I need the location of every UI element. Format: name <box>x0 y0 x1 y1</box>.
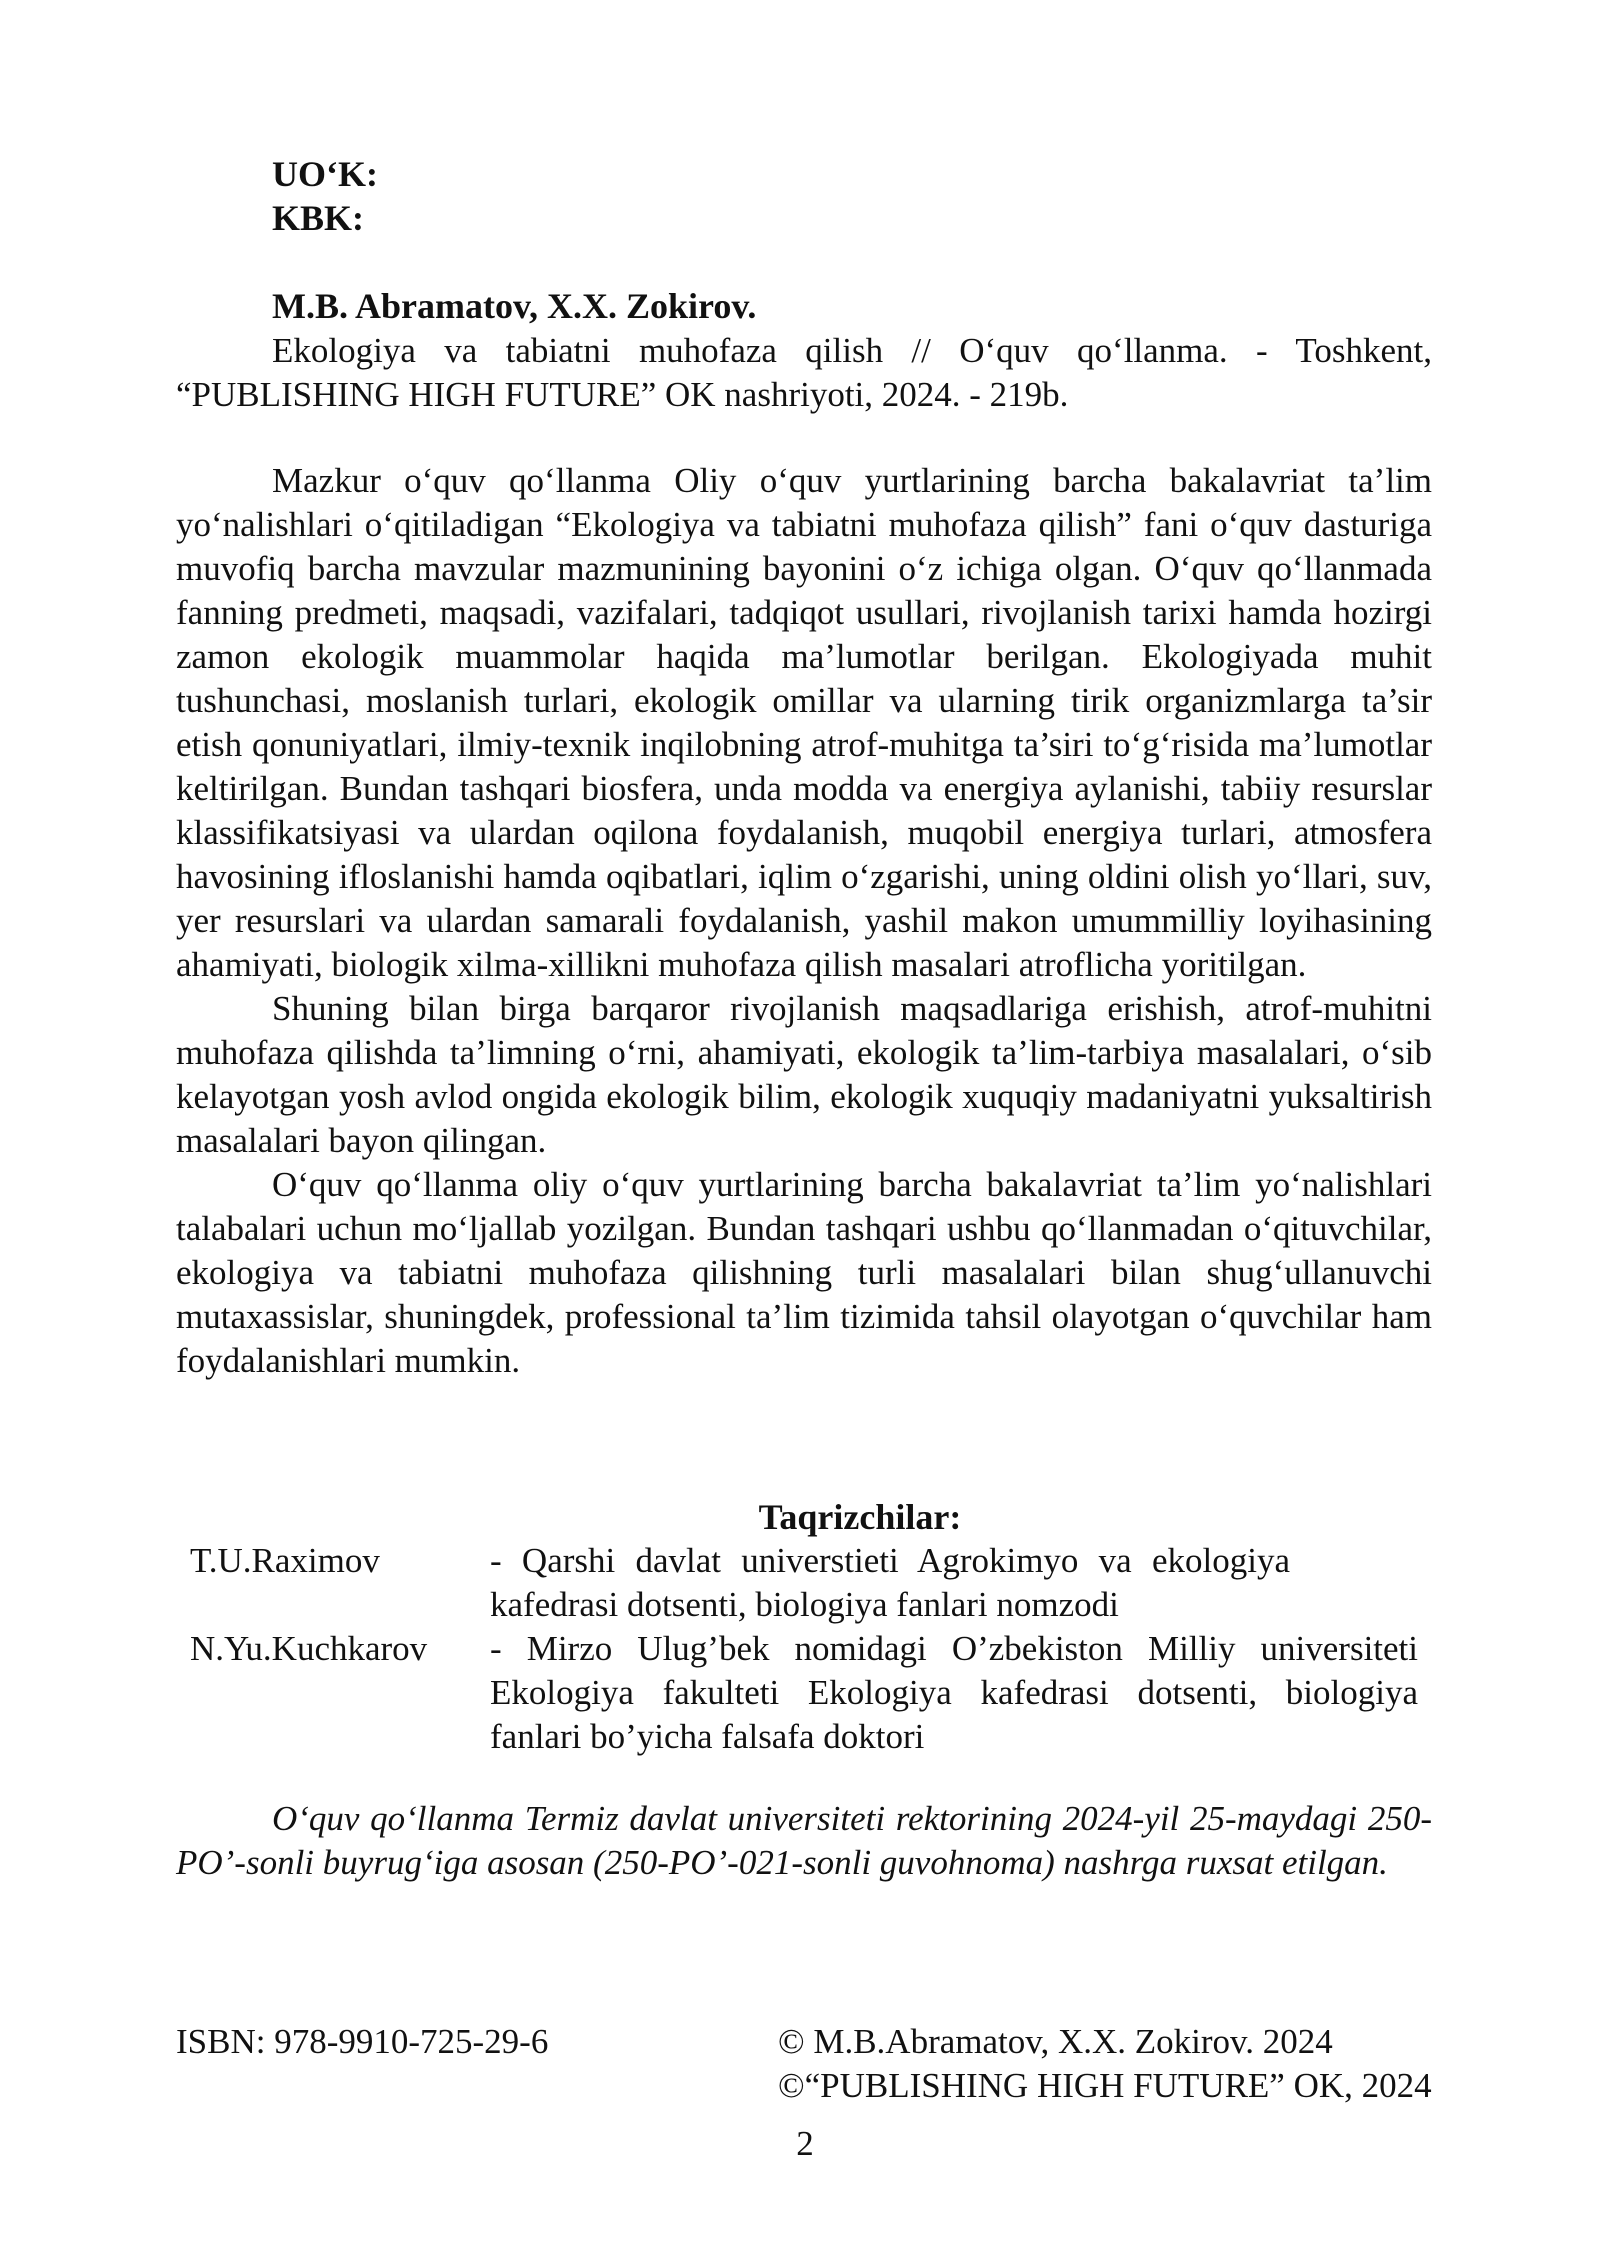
reviewer-description: - Qarshi davlat universtieti Agrokimyo va ekologiya kafedrasi dotsenti, biologiya fanlari nomzodi <box>490 1541 1290 1624</box>
isbn: ISBN: 978-9910-725-29-6 <box>176 2022 549 2061</box>
abstract-paragraph-2: Shuning bilan birga barqaror rivojlanish maqsadlariga erishish, atrof-muhitni muhofaza qilishda ta’limning o‘rni, ahamiyati, ekologik ta’lim-tarbiya masalalari, o‘sib kelayotgan yosh avlod ongida ekologik bilim, ekologik xuquqiy madaniyatni yuksaltirish masalalari bayon qilingan. <box>176 989 1432 1160</box>
reviewers-title: Taqrizchilar: <box>758 1497 962 1537</box>
abstract-paragraph-1: Mazkur o‘quv qo‘llanma Oliy o‘quv yurtlarining barcha bakalavriat ta’lim yo‘nalishlari o‘qitiladigan “Ekologiya va tabiatni muhofaza qilish” fani o‘quv dasturiga muvofiq barcha mavzular mazmunining bayonini o‘z ichiga olgan. O‘quv qo‘llanmada fanning predmeti, maqsadi, vazifalari, tadqiqot usullari, rivojlanish tarixi hamda hozirgi zamon ekologik muammolar haqida ma’lumotlar berilgan. Ekologiyada muhit tushunchasi, moslanish turlari, ekologik omillar va ularning tirik organizmlarga ta’sir etish qonuniyatlari, ilmiy-texnik inqilobning atrof-muhitga ta’siri to‘g‘risida ma’lumotlar keltirilgan. Bundan tashqari biosfera, unda modda va energiya aylanishi, tabiiy resurslar klassifikatsiyasi va ulardan oqilona foydalanish, muqobil energiya turlari, atmosfera havosining ifloslanishi hamda oqibatlari, iqlim o‘zgarishi, uning oldini olish yo‘llari, suv, yer resurslari va ulardan samarali foydalanish, yashil makon umummilliy loyihasining ahamiyati, biologik xilma-xillikni muhofaza qilish masalari atroflicha yoritilgan. <box>176 461 1432 984</box>
citation-line <box>176 329 1432 417</box>
reviewer-name: N.Yu.Kuchkarov <box>190 1629 428 1668</box>
abstract <box>176 459 1432 1383</box>
citation-text: Ekologiya va tabiatni muhofaza qilish // O‘quv qo‘llanma. - Toshkent, “PUBLISHING HIGH FUTURE” OK nashriyoti, 2024. - 219b. <box>176 331 1432 414</box>
page-number: 2 <box>796 2124 814 2163</box>
kbk-label: KBK: <box>272 198 365 238</box>
approval-note <box>176 1797 1432 1885</box>
copyright-publisher: ©“PUBLISHING HIGH FUTURE” OK, 2024 <box>778 2066 1432 2105</box>
copyright-block <box>778 2020 1478 2108</box>
reviewer-description: - Mirzo Ulug’bek nomidagi O’zbekiston Milliy universiteti Ekologiya fakulteti Ekologiya kafedrasi dotsenti, biologiya fanlari bo’yicha falsafa doktori <box>490 1629 1418 1756</box>
reviewer-name: T.U.Raximov <box>190 1541 380 1580</box>
abstract-paragraph-3: O‘quv qo‘llanma oliy o‘quv yurtlarining barcha bakalavriat ta’lim yo‘nalishlari talabalari uchun mo‘ljallab yozilgan. Bundan tashqari ushbu qo‘llanmadan o‘qituvchilar, ekologiya va tabiatni muhofaza qilishning turli masalalari bilan shug‘ullanuvchi mutaxassislar, shuningdek, professional ta’lim tizimida tahsil olayotgan o‘quvchilar ham foydalanishlari mumkin. <box>176 1165 1432 1380</box>
approval-text: O‘quv qo‘llanma Termiz davlat universiteti rektorining 2024-yil 25-maydagi 250-PO’-sonli buyrug‘iga asosan (250-PO’-021-sonli guvohnoma) nashrga ruxsat etilgan. <box>176 1799 1432 1882</box>
uok-label: UO‘K: <box>272 154 378 194</box>
copyright-authors: © M.B.Abramatov, X.X. Zokirov. 2024 <box>778 2022 1333 2061</box>
citation-authors: M.B. Abramatov, X.X. Zokirov. <box>272 286 757 326</box>
